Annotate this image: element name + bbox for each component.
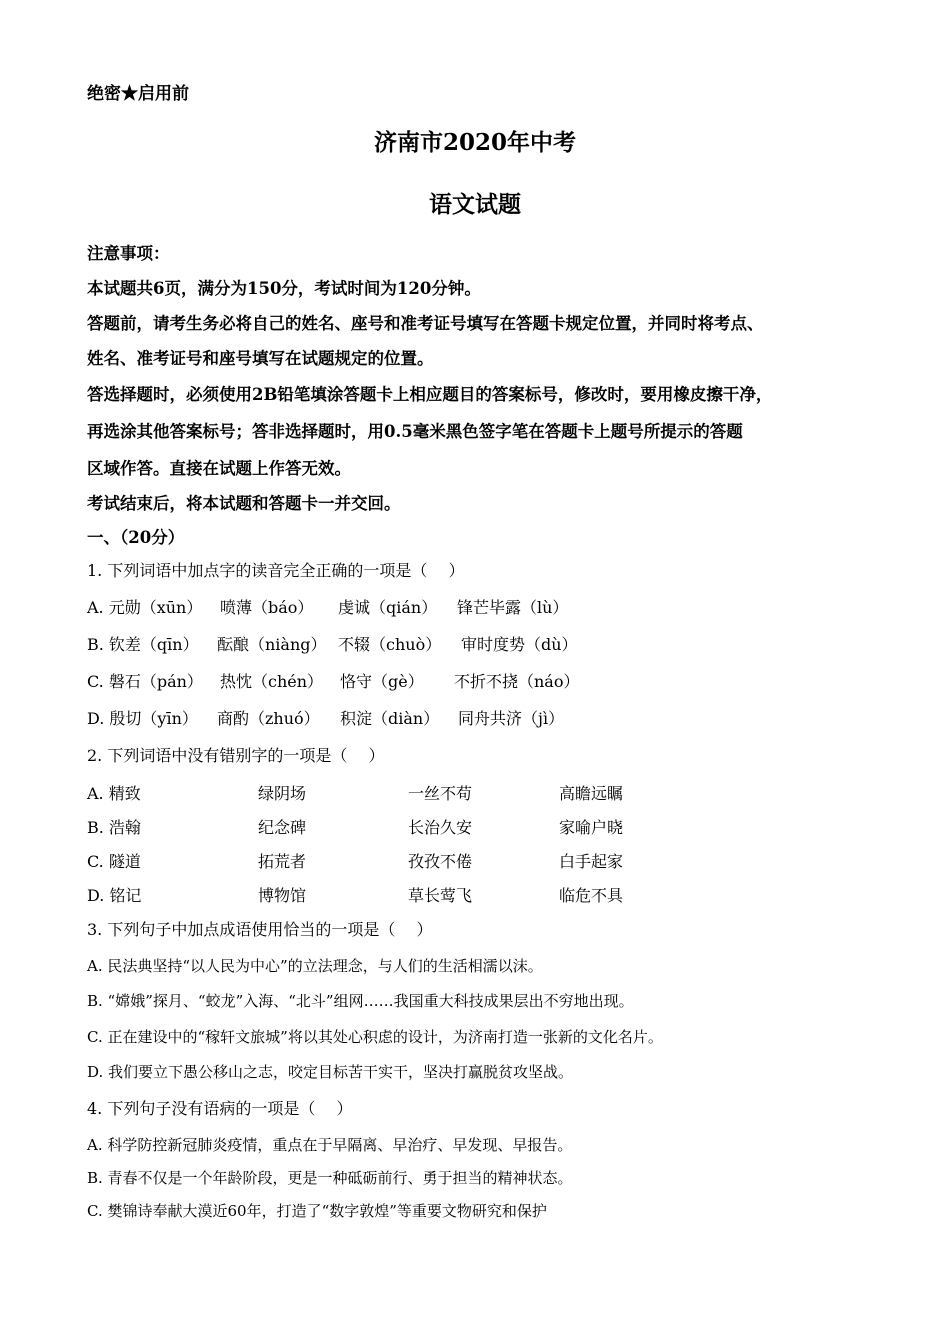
notice-line: 答选择题时，必须使用2B铅笔填涂答题卡上相应题目的答案标号，修改时，要用橡皮擦干净，	[87, 385, 773, 404]
q1-option-c-2: 热忱（chén）	[220, 672, 324, 691]
q1-option-c-1: C. 磐石（pán）	[87, 672, 203, 691]
q1-option-b-2: 酝酿（niàng）	[217, 635, 327, 654]
q2-option-c-1: C. 隧道	[87, 852, 141, 871]
q2-option-c-3: 孜孜不倦	[408, 852, 473, 871]
q1-option-d-4: 同舟共济（jì）	[458, 709, 565, 728]
q2-option-b-2: 纪念碑	[258, 818, 307, 837]
q2-option-c-4: 白手起家	[559, 852, 624, 871]
q2-option-d-4: 临危不具	[559, 886, 624, 905]
q1-option-a-4: 锋芒毕露（lù）	[457, 598, 569, 617]
q2-option-b-3: 长治久安	[408, 818, 473, 837]
q2-option-d-1: D. 铭记	[87, 886, 142, 905]
q1-option-a-1: A. 元勋（xūn）	[87, 598, 203, 617]
q1-option-a-2: 喷薄（báo）	[220, 598, 314, 617]
notice-line: 考试结束后，将本试题和答题卡一并交回。	[87, 494, 401, 513]
q2-option-a-3: 一丝不苟	[408, 784, 473, 803]
notice-line: 姓名、准考证号和座号填写在试题规定的位置。	[87, 349, 434, 368]
q1-option-b-4: 审时度势（dù）	[461, 635, 578, 654]
q1-option-d-3: 积淀（diàn）	[340, 709, 440, 728]
q4-option-a: A. 科学防控新冠肺炎疫情，重点在于早隔离、早治疗、早发现、早报告。	[87, 1136, 573, 1154]
q2-option-d-2: 博物馆	[258, 886, 307, 905]
q1-option-b-1: B. 钦差（qīn）	[87, 635, 199, 654]
q1-option-d-2: 商酌（zhuó）	[217, 709, 320, 728]
question-4-stem: 4. 下列句子没有语病的一项是（ ）	[87, 1099, 353, 1118]
question-3-stem: 3. 下列句子中加点成语使用恰当的一项是（ ）	[87, 920, 433, 939]
q4-option-c: C. 樊锦诗奉献大漠近60年，打造了“数字敦煌”等重要文物研究和保护	[87, 1202, 547, 1220]
q2-option-a-4: 高瞻远瞩	[559, 784, 624, 803]
q2-option-a-1: A. 精致	[87, 784, 141, 803]
notice-line: 区域作答。直接在试题上作答无效。	[87, 459, 351, 478]
q1-option-c-4: 不折不挠（náo）	[454, 672, 580, 691]
q4-option-b: B. 青春不仅是一个年龄阶段，更是一种砥砺前行、勇于担当的精神状态。	[87, 1169, 573, 1187]
q1-option-d-1: D. 殷切（yīn）	[87, 709, 198, 728]
exam-title: 济南市2020年中考	[373, 129, 576, 156]
q3-option-a: A. 民法典坚持“以人民为中心”的立法理念，与人们的生活相濡以沫。	[87, 957, 543, 975]
q1-option-b-3: 不辍（chuò）	[338, 635, 442, 654]
section-heading: 一、（20分）	[87, 528, 185, 547]
q2-option-d-3: 草长莺飞	[408, 886, 473, 905]
notice-line: 答题前，请考生务必将自己的姓名、座号和准考证号填写在答题卡规定位置，并同时将考点、	[87, 314, 764, 333]
notice-heading: 注意事项：	[87, 244, 170, 263]
confidential-mark: 绝密★启用前	[87, 84, 189, 104]
q3-option-d: D. 我们要立下愚公移山之志，咬定目标苦干实干，坚决打赢脱贫攻坚战。	[87, 1063, 574, 1081]
question-1-stem: 1. 下列词语中加点字的读音完全正确的一项是（ ）	[87, 561, 465, 580]
q3-option-c: C. 正在建设中的“稼轩文旅城”将以其处心积虑的设计，为济南打造一张新的文化名片。	[87, 1028, 663, 1046]
q3-option-b: B. “嫦娥”探月、“蛟龙”入海、“北斗”组网……我国重大科技成果层出不穷地出现。	[87, 992, 634, 1010]
notice-line: 本试题共6页，满分为150分，考试时间为120分钟。	[87, 279, 481, 298]
q1-option-c-3: 恪守（gè）	[340, 672, 424, 691]
q2-option-a-2: 绿阴场	[258, 784, 307, 803]
q1-option-a-3: 虔诚（qián）	[338, 598, 438, 617]
q2-option-b-4: 家喻户晓	[559, 818, 624, 837]
notice-line: 再选涂其他答案标号；答非选择题时，用0.5毫米黑色签字笔在答题卡上题号所提示的答题	[87, 422, 743, 441]
q2-option-c-2: 拓荒者	[258, 852, 307, 871]
question-2-stem: 2. 下列词语中没有错别字的一项是（ ）	[87, 746, 385, 765]
q2-option-b-1: B. 浩翰	[87, 818, 141, 837]
exam-subtitle: 语文试题	[429, 191, 521, 218]
